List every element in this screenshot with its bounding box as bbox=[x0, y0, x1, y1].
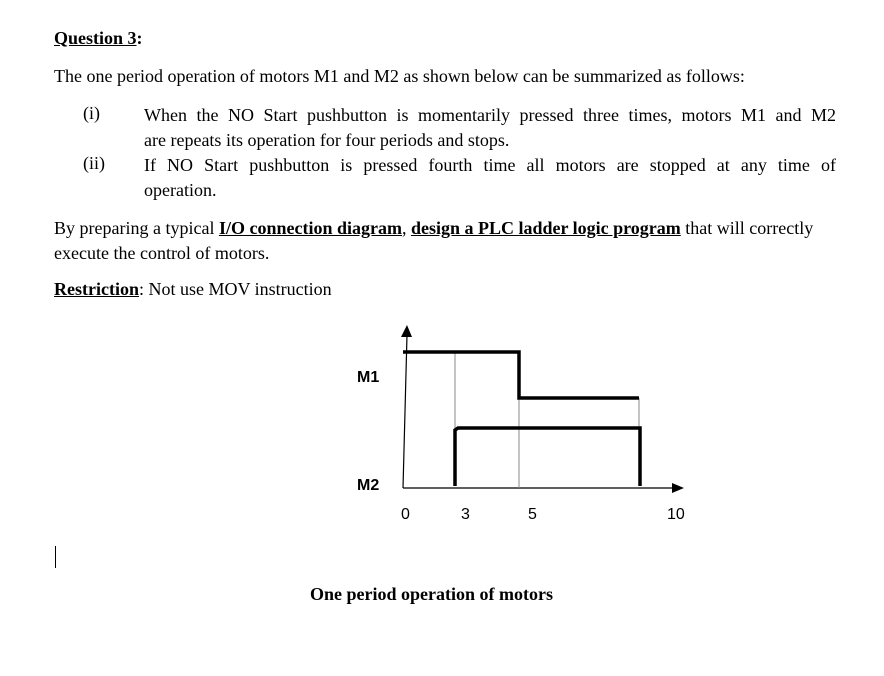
item-i-line1: When the NO Start pushbutton is momentarily pressed three times, motors M1 and M2 bbox=[144, 105, 836, 125]
x-tick-10: 10 bbox=[667, 506, 685, 523]
item-ii-line1: If NO Start pushbutton is pressed fourth time all motors are stopped at any time of bbox=[144, 155, 836, 175]
intro-text: The one period operation of motors M1 and M2 as shown below can be summarized as follows: bbox=[54, 66, 745, 86]
diagram-caption: One period operation of motors bbox=[310, 584, 553, 604]
para-post: that will correctly execute the control of motors. bbox=[54, 218, 814, 263]
item-marker-i: (i) bbox=[83, 103, 100, 123]
x-axis-arrow bbox=[672, 483, 684, 493]
item-marker-ii: (ii) bbox=[83, 153, 105, 173]
para-pre: By preparing a typical bbox=[54, 218, 219, 238]
x-tick-0: 0 bbox=[401, 506, 410, 523]
y-axis-arrow bbox=[401, 325, 412, 337]
restriction-text: : Not use MOV instruction bbox=[138, 279, 332, 299]
item-ii-line2: operation. bbox=[144, 180, 217, 200]
x-tick-3: 3 bbox=[461, 506, 470, 523]
item-i-line2: are repeats its operation for four periods and stops. bbox=[144, 130, 510, 150]
restriction-label: Restriction bbox=[54, 279, 139, 299]
io-diagram-text: I/O connection diagram bbox=[218, 218, 402, 238]
text-cursor bbox=[55, 546, 56, 568]
ladder-logic-text: design a PLC ladder logic program bbox=[410, 218, 681, 238]
m2-waveform bbox=[455, 428, 640, 486]
m1-label: M1 bbox=[357, 369, 380, 386]
m2-label: M2 bbox=[357, 477, 380, 494]
y-axis bbox=[403, 335, 407, 488]
m1-waveform bbox=[403, 352, 639, 398]
question-colon: : bbox=[136, 28, 143, 48]
question-label: Question 3 bbox=[54, 28, 137, 48]
para-mid: , bbox=[401, 218, 411, 238]
x-tick-5: 5 bbox=[528, 506, 537, 523]
